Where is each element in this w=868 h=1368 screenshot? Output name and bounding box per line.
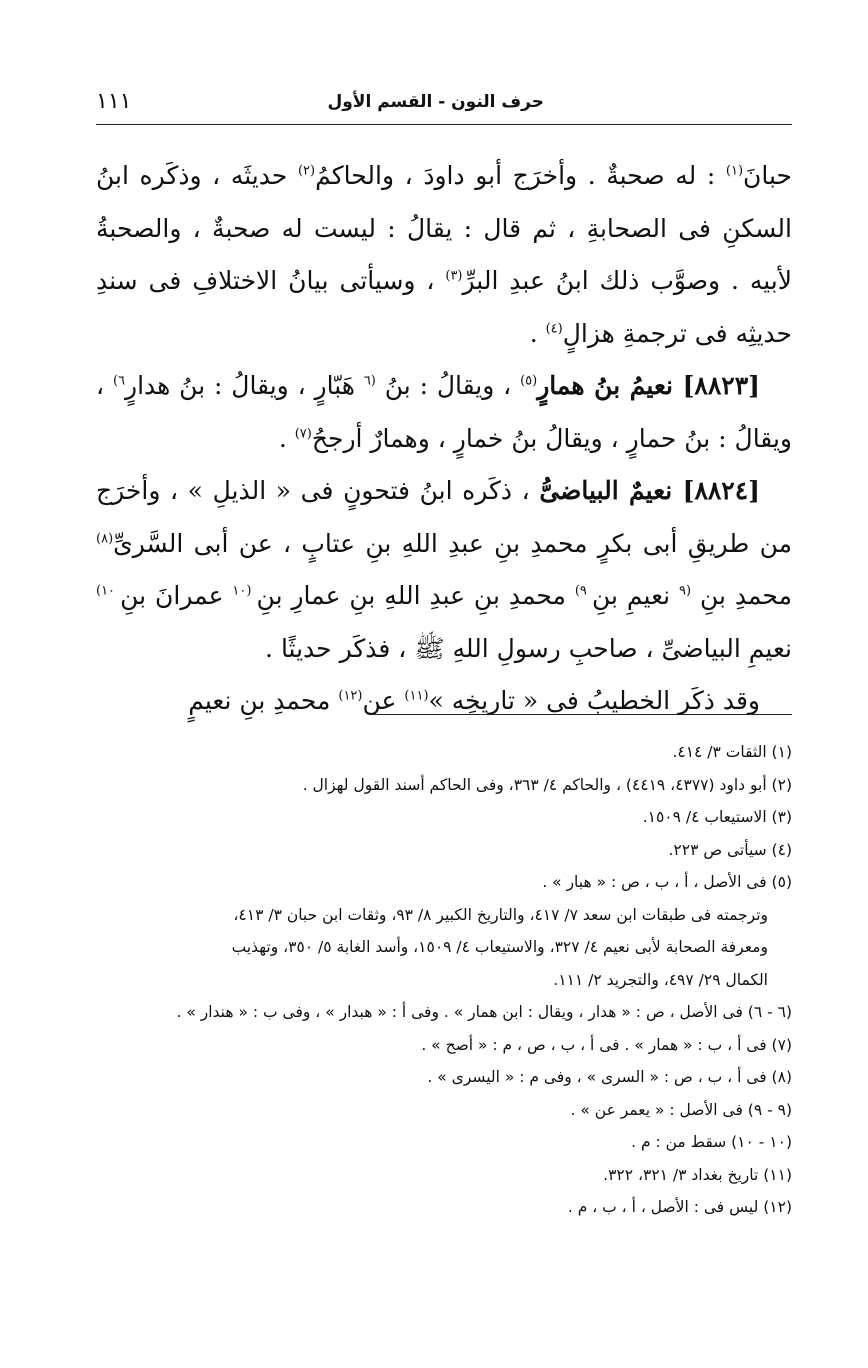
entry-8824 [96, 465, 792, 675]
text-run: : له صحبةٌ . وأخرَج أبو داودَ ، والحاكمُ [315, 161, 726, 190]
text-run: وقد ذكَر الخطيبُ فى « تاريخِه » [428, 686, 760, 715]
footnote-line: الكمال ٢٩/ ٤٩٧، والتجريد ٢/ ١١١. [553, 970, 768, 989]
footnote-item: (٢) أبو داود (٤٣٧٧، ٤٤١٩) ، والحاكم ٤/ ٣٦٣، وفى الحاكم أسند القول لهزال . [302, 775, 792, 794]
footnote-item: (٩ - ٩) فى الأصل : « يعمر عن » . [570, 1100, 792, 1119]
text-run: هَبّارٍ ، ويقالُ : بنُ هدارٍ [125, 371, 364, 400]
text-run: ، ويقالُ : بنُ [375, 371, 521, 400]
text-run: نعيمِ البياضىِّ ، صاحبِ رسولِ اللهِ ﷺ ، فذكَر حديثًا . [265, 633, 792, 663]
header-rule [96, 124, 792, 125]
footnote-ref: (٨) [96, 531, 114, 547]
running-header [96, 88, 792, 122]
footnote-ref: ٩) [574, 583, 592, 599]
main-text [96, 150, 792, 728]
footnote-item: (٨) فى أ ، ب ، ص : « السرى » ، وفى م : « اليسرى » . [427, 1068, 792, 1086]
text-run: محمدِ بنِ عبدِ اللهِ بنِ عمارِ بنِ [256, 581, 575, 610]
paragraph-khatib [96, 675, 792, 728]
footnote-ref: (٧) [294, 426, 312, 442]
text-run: . [278, 423, 295, 453]
footnote-ref: (٩ [679, 583, 692, 599]
footnote-ref: (٣) [445, 268, 463, 284]
text-run: عن [362, 686, 405, 715]
footnote-item: (٦ - ٦) فى الأصل ، ص : « هدار ، ويقال : ابن همار » . وفى أ : « هبدار » ، وفى ب : « هندار » . [176, 1003, 792, 1021]
footnote-ref: (٦ [363, 373, 376, 389]
text-run: ، ذكَره ابنُ فتحونٍ فى « الذيلِ » ، وأخرَج من طريقِ أبى بكرٍ محمدِ بنِ عبدِ اللهِ بنِ عتابٍ ، عن أبى السَّرىِّ [96, 476, 792, 558]
entry-heading: [٨٨٢٣] نعيمُ بنُ همارٍ [537, 371, 760, 400]
text-run: محمدِ بنِ [691, 581, 792, 610]
footnote-line: ومعرفة الصحابة لأبى نعيم ٤/ ٣٢٧، والاستيعاب ٤/ ١٥٠٩، وأسد الغابة ٥/ ٣٥٠، وتهذيب [231, 938, 768, 956]
page-number: ١١١ [96, 89, 132, 114]
text-run: نعيمِ بنِ [592, 581, 679, 610]
entry-8823 [96, 360, 792, 465]
footnote-ref: (١٠ [232, 583, 257, 599]
footnote-item: (١) الثقات ٣/ ٤١٤. [672, 743, 792, 761]
footnote-ref: ٦) [112, 373, 125, 389]
text-run: ، وسيأتى بيانُ الاختلافِ فى سندِ حديثِه فى ترجمةِ هزالٍ [96, 266, 792, 348]
footnote-continuation [96, 899, 792, 997]
footnote-line: وترجمته فى طبقات ابن سعد ٧/ ٤١٧، والتاريخ الكبير ٨/ ٩٣، وثقات ابن حبان ٣/ ٤١٣، [233, 905, 768, 924]
footnote-ref: (٤) [545, 321, 563, 337]
footnote-ref: (١٢) [338, 688, 363, 704]
footnotes [96, 736, 792, 1224]
text-run: محمدِ بنِ نعيمٍ [188, 686, 339, 715]
footnote-ref: (٥) [520, 373, 538, 389]
footnote-ref: (٢) [297, 163, 316, 179]
footnote-ref: ١٠) [96, 583, 121, 599]
footnote-ref: (١) [725, 163, 744, 179]
text-run: ، ويقالُ : بنُ حمارٍ ، ويقالُ بنُ خمارٍ ، وهمارٌ أرجحُ [96, 371, 792, 453]
footnote-item: (٧) فى أ ، ب : « همار » . فى أ ، ب ، ص ، م : « أصح » . [421, 1035, 792, 1054]
header-title: حرف النون - القسم الأول [327, 92, 544, 112]
text-run: عمرانَ بنِ [120, 581, 233, 610]
entry-heading: [٨٨٢٤] نعيمٌ البياضىُّ [539, 476, 760, 505]
text-run: حديثَه ، وذكَره ابنُ السكنِ فى الصحابةِ ، ثم قال : يقالُ : ليست له صحبةٌ ، والصحبةُ لأبيه . وصوَّب ذلك ابنُ عبدِ البرِّ [96, 161, 792, 295]
footnote-separator [370, 714, 792, 715]
text-run: . [529, 318, 546, 348]
paragraph-hibban [96, 150, 792, 360]
footnote-item: (١٢) ليس فى : الأصل ، أ ، ب ، م . [567, 1198, 792, 1216]
footnote-item: (٤) سيأتى ص ٢٢٣. [668, 840, 792, 859]
footnote-item: (٣) الاستيعاب ٤/ ١٥٠٩. [642, 808, 792, 826]
text-run: حبانَ [743, 161, 793, 190]
footnote-item: (٥) فى الأصل ، أ ، ب ، ص : « هبار » . [542, 873, 792, 891]
footnote-item: (١٠ - ١٠) سقط من : م . [631, 1133, 792, 1151]
footnote-item: (١١) تاريخ بغداد ٣/ ٣٢١، ٣٢٢. [603, 1165, 792, 1184]
footnote-ref: (١١) [404, 688, 429, 704]
